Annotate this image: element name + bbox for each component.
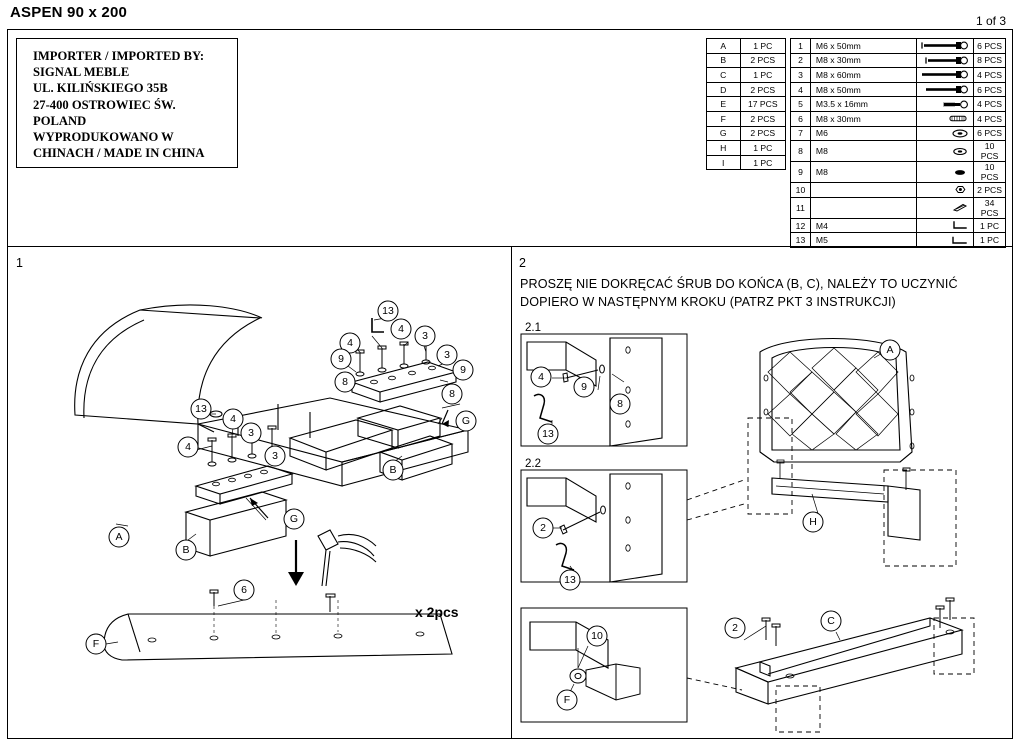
svg-text:13: 13 — [195, 403, 207, 415]
hw-no: 1 — [791, 39, 811, 54]
svg-text:H: H — [809, 516, 817, 528]
svg-text:10: 10 — [591, 630, 603, 642]
part-key: C — [707, 68, 741, 83]
part-qty: 1 PC — [740, 155, 786, 170]
hw-desc: M8 — [810, 141, 916, 162]
part-qty: 1 PC — [740, 141, 786, 156]
hw-qty: 34 PCS — [974, 197, 1006, 218]
svg-text:8: 8 — [449, 388, 455, 400]
svg-text:13: 13 — [382, 305, 394, 317]
hw-desc: M8 x 30mm — [810, 53, 916, 68]
svg-text:4: 4 — [398, 323, 404, 335]
svg-text:6: 6 — [241, 584, 247, 596]
svg-text:F: F — [92, 638, 100, 650]
hw-qty: 6 PCS — [974, 82, 1006, 97]
hw-no: 7 — [791, 126, 811, 141]
hw-desc: M8 x 60mm — [810, 68, 916, 83]
part-key: I — [707, 155, 741, 170]
svg-text:4: 4 — [347, 337, 353, 349]
part-qty: 2 PCS — [740, 82, 786, 97]
svg-text:9: 9 — [338, 353, 344, 365]
importer-line-2: UL. KILIŃSKIEGO 35B — [33, 81, 168, 96]
hw-desc: M6 x 50mm — [810, 39, 916, 54]
hw-no: 2 — [791, 53, 811, 68]
hw-no: 12 — [791, 218, 811, 233]
svg-text:2: 2 — [732, 622, 738, 634]
hw-qty: 4 PCS — [974, 68, 1006, 83]
part-qty: 17 PCS — [740, 97, 786, 112]
svg-text:9: 9 — [460, 364, 466, 376]
page-indicator: 1 of 3 — [975, 14, 1006, 28]
hw-desc: M6 — [810, 126, 916, 141]
panel-number-1: 1 — [16, 256, 23, 270]
hw-qty: 10 PCS — [974, 162, 1006, 183]
importer-line-5: WYPRODUKOWANO W — [33, 130, 174, 145]
svg-text:F: F — [563, 694, 571, 706]
panel-number-2: 2 — [519, 256, 526, 270]
hw-desc: M8 x 30mm — [810, 111, 916, 126]
hw-qty: 4 PCS — [974, 97, 1006, 112]
hw-qty: 2 PCS — [974, 183, 1006, 198]
part-key: G — [707, 126, 741, 141]
svg-text:G: G — [289, 513, 299, 525]
substep-label-2-1: 2.1 — [525, 322, 541, 334]
importer-line-6: CHINACH / MADE IN CHINA — [33, 146, 205, 161]
svg-text:4: 4 — [230, 413, 236, 425]
part-qty: 2 PCS — [740, 111, 786, 126]
svg-text:3: 3 — [422, 330, 428, 342]
page-title: ASPEN 90 x 200 — [10, 4, 128, 21]
svg-text:2: 2 — [540, 522, 546, 534]
hw-no: 5 — [791, 97, 811, 112]
hw-desc: M4 — [810, 218, 916, 233]
svg-text:13: 13 — [564, 574, 576, 586]
hw-no: 9 — [791, 162, 811, 183]
importer-line-3: 27-400 OSTROWIEC ŚW. — [33, 97, 176, 112]
svg-text:3: 3 — [248, 427, 254, 439]
svg-text:13: 13 — [542, 428, 554, 440]
part-key: H — [707, 141, 741, 156]
hw-desc: M3.5 x 16mm — [810, 97, 916, 112]
hw-desc: M5 — [810, 233, 916, 248]
importer-line-1: SIGNAL MEBLE — [33, 65, 130, 80]
svg-text:4: 4 — [538, 371, 544, 383]
hw-no: 6 — [791, 111, 811, 126]
importer-line-4: POLAND — [33, 113, 87, 128]
hw-no: 8 — [791, 141, 811, 162]
svg-text:C: C — [827, 615, 835, 627]
part-qty: 1 PC — [740, 68, 786, 83]
substep-label-2-2: 2.2 — [525, 458, 541, 470]
callout-bubbles — [86, 301, 900, 710]
part-qty: 2 PCS — [740, 53, 786, 68]
svg-text:A: A — [886, 344, 894, 356]
importer-line-0: IMPORTER / IMPORTED BY: — [33, 49, 205, 63]
warning-text: PROSZĘ NIE DOKRĘCAĆ ŚRUB DO KOŃCA (B, C), NALEŻY TO UCZYNIĆ DOPIERO W NASTĘPNYM KROKU (PATRZ PKT 3 INSTRUKCJI) — [520, 277, 958, 309]
part-key: E — [707, 97, 741, 112]
x2pcs-label: x 2pcs — [415, 604, 459, 620]
svg-text:8: 8 — [342, 376, 348, 388]
hw-qty: 4 PCS — [974, 111, 1006, 126]
part-key: F — [707, 111, 741, 126]
part-key: B — [707, 53, 741, 68]
svg-text:B: B — [182, 544, 190, 556]
hw-qty: 10 PCS — [974, 141, 1006, 162]
hw-no: 4 — [791, 82, 811, 97]
svg-text:B: B — [389, 464, 397, 476]
svg-text:3: 3 — [444, 349, 450, 361]
hw-no: 3 — [791, 68, 811, 83]
hw-qty: 8 PCS — [974, 53, 1006, 68]
hw-qty: 1 PC — [974, 233, 1006, 248]
hw-desc: M8 x 50mm — [810, 82, 916, 97]
svg-text:A: A — [115, 531, 123, 543]
hw-qty: 6 PCS — [974, 126, 1006, 141]
svg-text:9: 9 — [581, 381, 587, 393]
hw-desc: M8 — [810, 162, 916, 183]
svg-text:4: 4 — [185, 441, 191, 453]
part-qty: 2 PCS — [740, 126, 786, 141]
svg-text:3: 3 — [272, 450, 278, 462]
part-qty: 1 PC — [740, 39, 786, 54]
hw-no: 10 — [791, 183, 811, 198]
hw-qty: 6 PCS — [974, 39, 1006, 54]
part-key: A — [707, 39, 741, 54]
hw-no: 13 — [791, 233, 811, 248]
svg-text:8: 8 — [617, 398, 623, 410]
hw-qty: 1 PC — [974, 218, 1006, 233]
part-key: D — [707, 82, 741, 97]
svg-text:G: G — [461, 415, 471, 427]
hw-no: 11 — [791, 197, 811, 218]
